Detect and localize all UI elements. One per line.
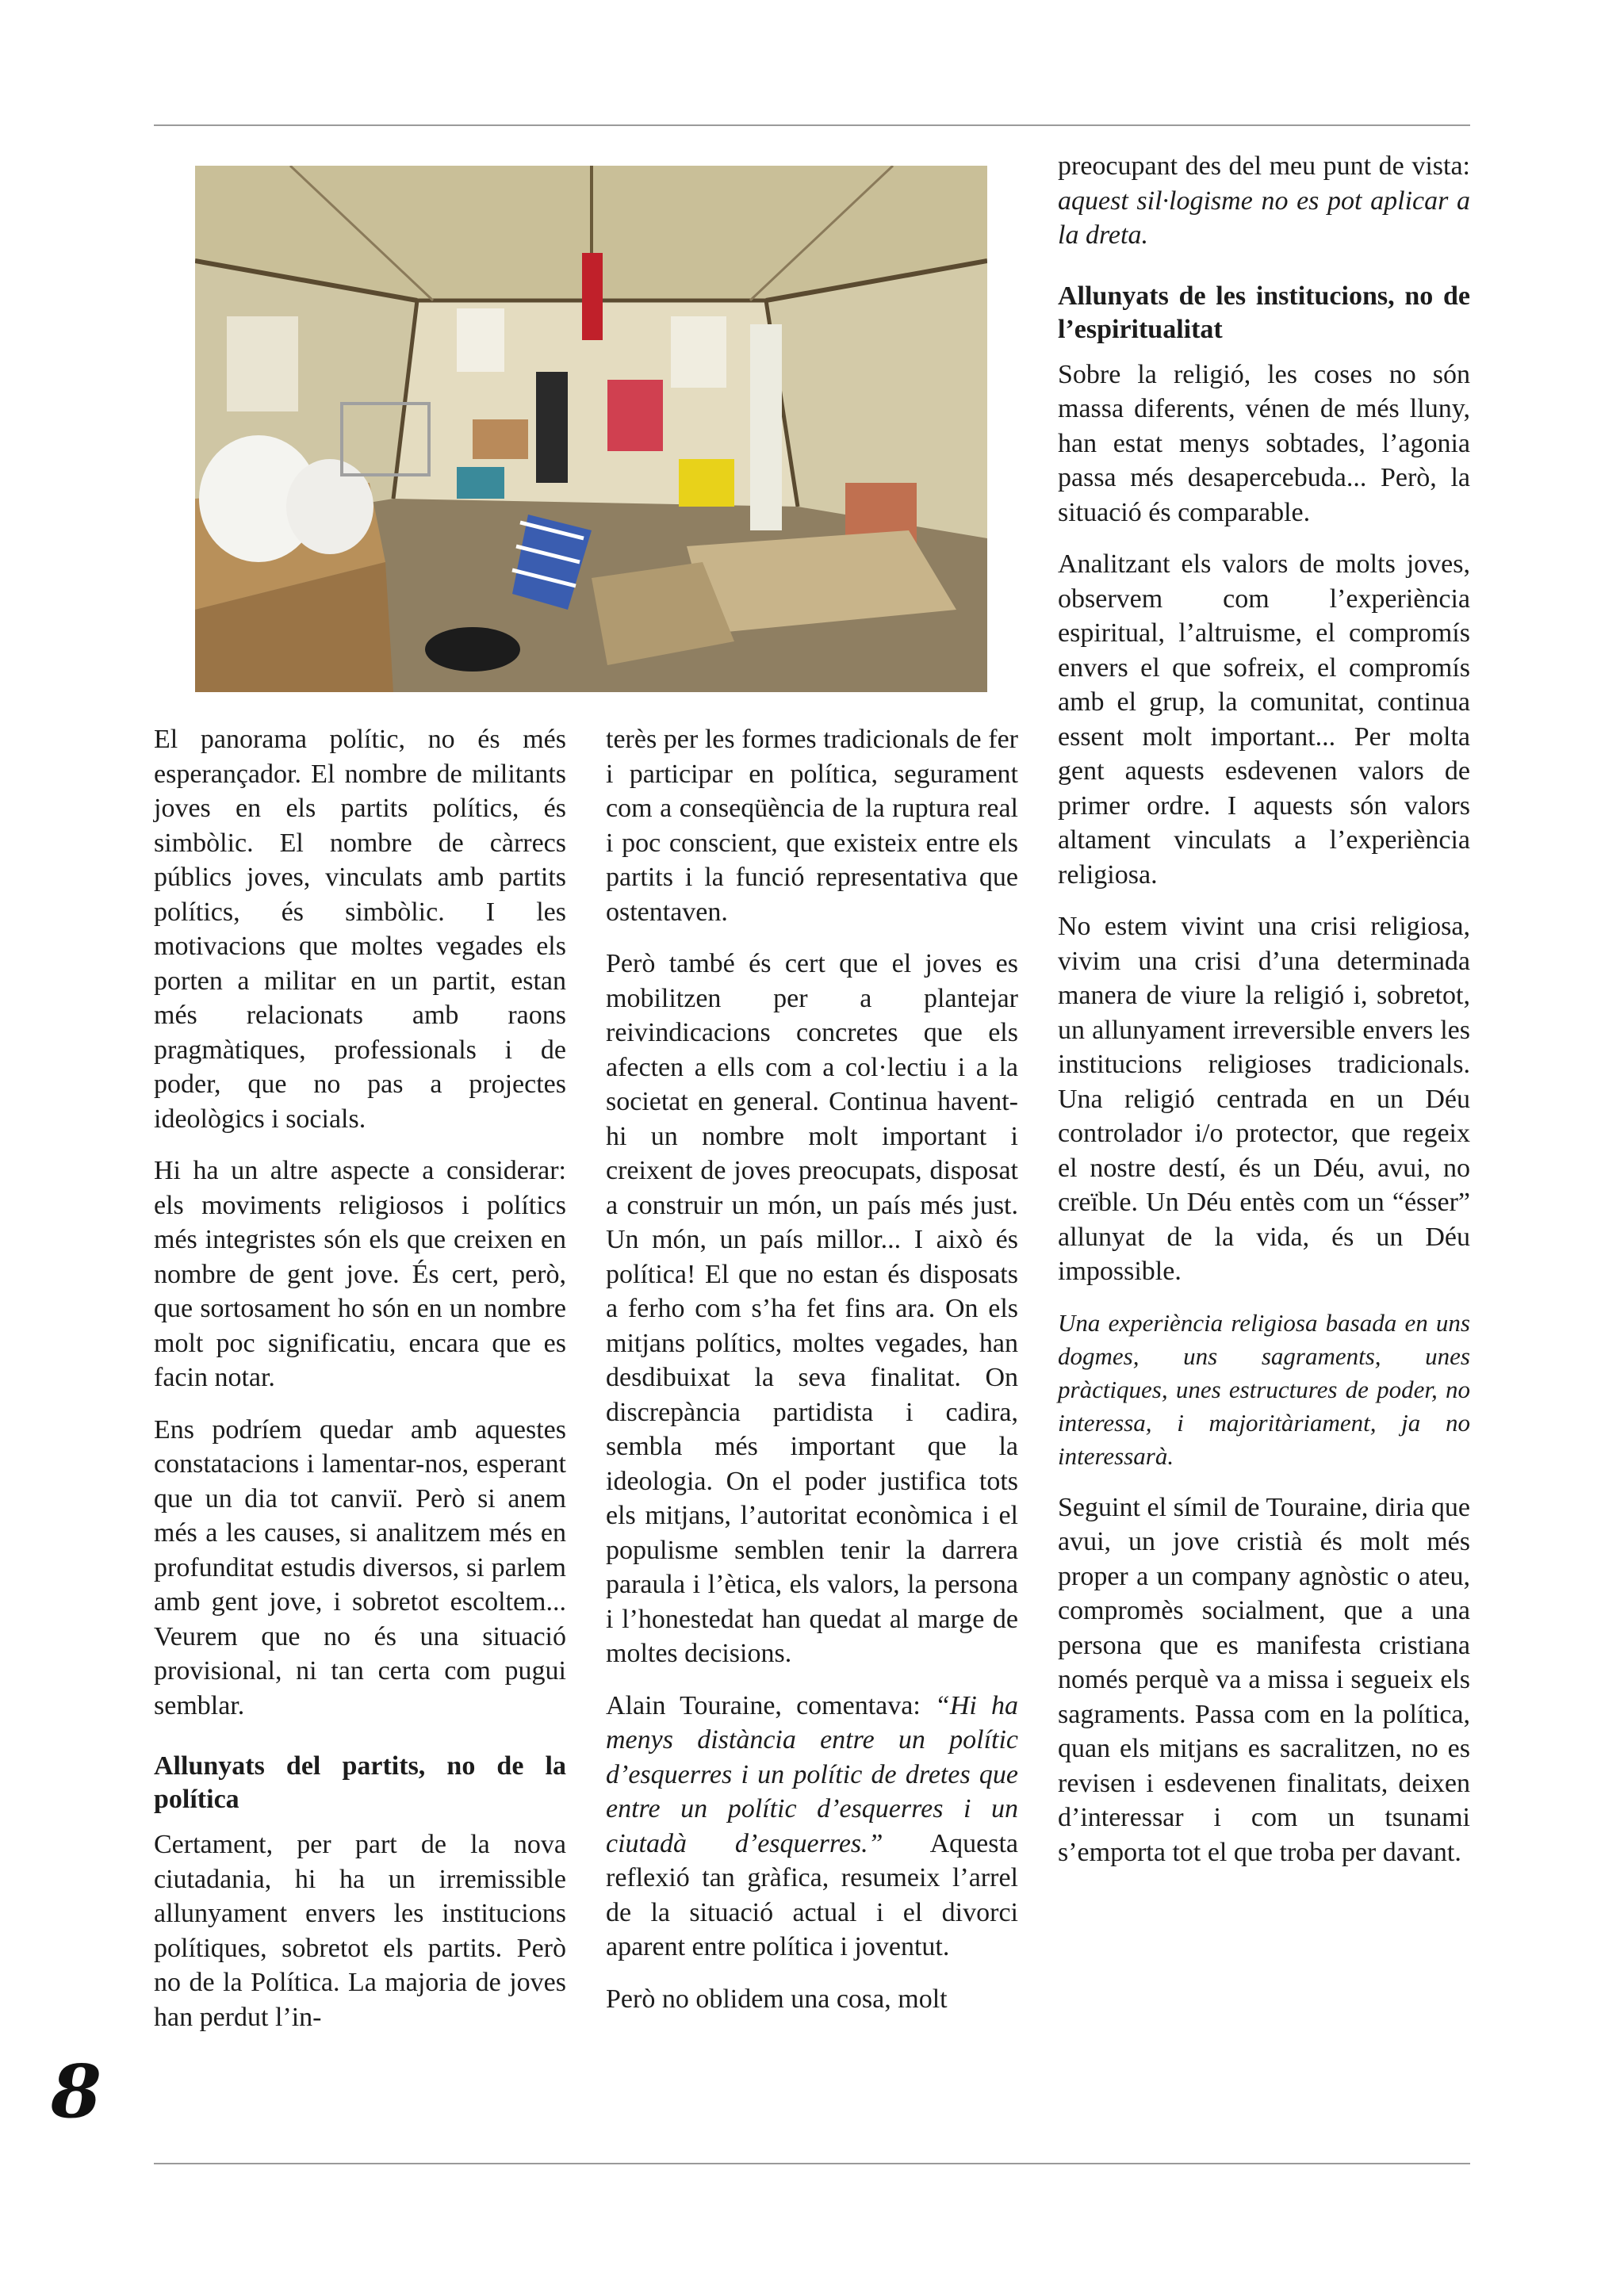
paragraph-text: preocupant des del meu punt de vista: xyxy=(1058,151,1470,181)
paragraph: No estem vivint una crisi religiosa, vivim una crisi d’una determinada manera de viure la religió i, sobretot, un allunyament irreversible envers les institucions religioses tradicionals. Una religió centrada en un Déu controlador i/o protector, que regeix el nostre destí, és un Déu, avui, no creïble. Un Déu entès com un “ésser” allunyat de la vida, és un Déu impossible. xyxy=(1058,912,1470,1286)
paragraph: Analitzant els valors de molts joves, observem com l’experiència espiritual, l’altruisme, el compromís envers el que sofreix, el compromís amb el grup, la comunitat, continua essent molt important... Per molta gent aquests esdevenen valors de primer ordre. I aquests són valors altament vinculats a l’experiència religiosa. xyxy=(1058,549,1470,890)
paragraph: Seguint el símil de Touraine, diria que avui, un jove cristià és molt més proper a un company agnòstic o ateu, compromès socialment, que a una persona que es manifesta cristiana només perquè va a missa i segueix els sagraments. Passa com en la política, quan els mitjans es sacralitzen, no es revisen i esdevenen finalitats, deixen d’interessar i com un tsunami s’emporta tot el que troba per davant. xyxy=(1058,1492,1470,1867)
paragraph: Però no oblidem una cosa, molt xyxy=(606,1984,948,2014)
page-number: 8 xyxy=(51,2049,102,2134)
touraine-quote: “Hi ha menys distància entre un polític d’esquerres i un polític de dretes que entre un polític d’esquerres i un ciutadà d’esquerres.” xyxy=(606,1690,1018,1858)
paragraph: Certament, per part de la nova ciutadania, hi ha un irremissible allunyament envers les institucions polítiques, sobretot els partits. Però no de la Política. La majoria de joves han perdut l’in- xyxy=(154,1830,566,2032)
paragraph: Sobre la religió, les coses no són massa diferents, vénen de més lluny, han estat menys sobtades, l’agonia passa més desapercebuda... Però, la situació és comparable. xyxy=(1058,359,1470,527)
paragraph xyxy=(1058,149,1470,253)
paragraph: Hi ha un altre aspecte a considerar: els moviments religiosos i polítics més integristes són els que creixen en nombre de gent jove. És cert, però, que sortosament ho són en un nombre molt poc significatiu, encara que es facin notar. xyxy=(154,1156,566,1392)
paragraph-text: Aquesta reflexió tan gràfica, resumeix l’arrel de la situació actual i el divorci aparent entre política i joventut. xyxy=(606,1828,1018,1961)
section-heading: Allunyats de les institucions, no de l’espiritualitat xyxy=(1058,281,1470,344)
section-heading: Allunyats del partits, no de la política xyxy=(154,1751,566,1814)
text-column-2 xyxy=(606,722,1018,2034)
italic-pull-quote: Una experiència religiosa basada en uns dogmes, uns sagraments, unes pràctiques, unes estructures de poder, no interessa, i majoritàriament, ja no interessarà. xyxy=(1058,1308,1470,1470)
paragraph: terès per les formes tradicionals de fer i participar en política, segurament com a conseqüència de la ruptura real i poc conscient, que existeix entre els partits i la funció representativa que ostentaven. xyxy=(606,725,1018,927)
italic-remark: aquest sil·logisme no es pot aplicar a la dreta. xyxy=(1058,186,1470,250)
paragraph: Ens podríem quedar amb aquestes constatacions i lamentar-nos, esperant que un dia tot canviï. Però si anem més a les causes, si analitzem més en profunditat estudis diversos, si parlem amb gent jove, i sobretot escoltem... Veurem que no és una situació provisional, ni tan certa com pugui semblar. xyxy=(154,1414,566,1720)
paragraph-text: Alain Touraine, comentava: xyxy=(606,1690,935,1720)
paragraph xyxy=(606,1689,1018,1965)
text-column-3 xyxy=(1058,149,1470,1887)
text-column-1 xyxy=(154,722,566,2052)
tent-interior-photo xyxy=(195,166,987,692)
bottom-rule xyxy=(154,2163,1470,2164)
top-rule xyxy=(154,124,1470,126)
paragraph: El panorama polític, no és més esperançador. El nombre de militants joves en els partits polítics, és simbòlic. El nombre de càrrecs públics joves, vinculats amb partits polítics, és simbòlic. I les motivacions que moltes vegades els porten a militar en un partit, estan més relacionats amb raons pragmàtiques, professionals i de poder, que no pas a projectes ideològics i socials. xyxy=(154,725,566,1134)
paragraph: Però també és cert que el joves es mobilitzen per a plantejar reivindicacions concretes que els afecten a ells com a col·lectiu i a la societat en general. Continua havent-hi un nombre molt important i creixent de joves preocupats, disposat a construir un món, un país més just. Un món, un país millor... I això és política! El que no estan és disposats a ferho com s’ha fet fins ara. On els mitjans polítics, moltes vegades, han desdibuixat la seva finalitat. On discrepància partidista i cadira, sembla més important que la ideologia. On el poder justifica tots els mitjans, l’autoritat econòmica i el populisme semblen tenir la darrera paraula i l’ètica, els valors, la persona i l’honestedat han quedat al marge de moltes decisions. xyxy=(606,949,1018,1668)
